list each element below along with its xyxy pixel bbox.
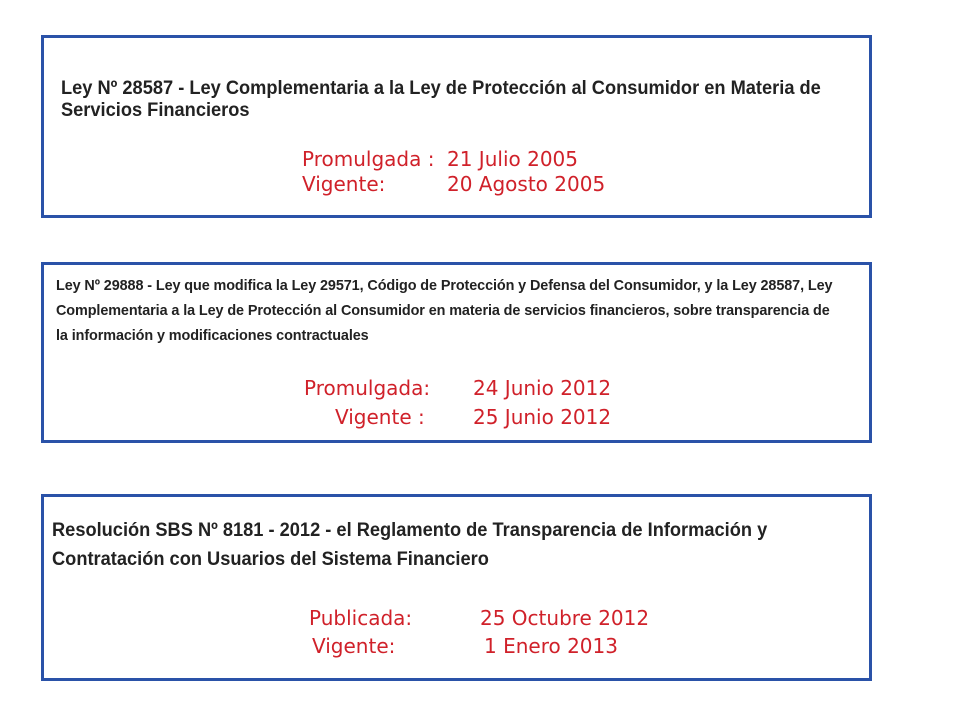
publication-label: Publicada: — [309, 606, 413, 630]
effective-date: 1 Enero 2013 — [484, 634, 618, 658]
law-box-28587 — [41, 35, 872, 218]
effective-date: 20 Agosto 2005 — [447, 172, 606, 196]
promulgation-date: 24 Junio 2012 — [473, 376, 612, 400]
promulgation-label: Promulgada : — [302, 147, 435, 171]
publication-date: 25 Octubre 2012 — [480, 606, 650, 630]
effective-label: Vigente : — [335, 405, 425, 429]
law-title: Ley Nº 28587 - Ley Complementaria a la Ley de Protección al Consumidor en Materia de Servicios Financieros — [61, 78, 821, 121]
law-title: Ley Nº 29888 - Ley que modifica la Ley 29571, Código de Protección y Defensa del Consumidor, y la Ley 28587, Ley Complementaria a la Ley de Protección al Consumidor en materia de servicios financieros, sobre transparencia de la información y modificaciones contractuales — [56, 277, 833, 344]
effective-label: Vigente: — [302, 172, 386, 196]
resolution-box-sbs-8181 — [41, 494, 872, 681]
effective-date: 25 Junio 2012 — [473, 405, 612, 429]
law-box-29888 — [41, 262, 872, 443]
effective-label: Vigente: — [312, 634, 396, 658]
promulgation-label: Promulgada: — [304, 376, 431, 400]
promulgation-date: 21 Julio 2005 — [447, 147, 578, 171]
law-title: Resolución SBS Nº 8181 - 2012 - el Reglamento de Transparencia de Información y Contratación con Usuarios del Sistema Financiero — [52, 520, 768, 570]
